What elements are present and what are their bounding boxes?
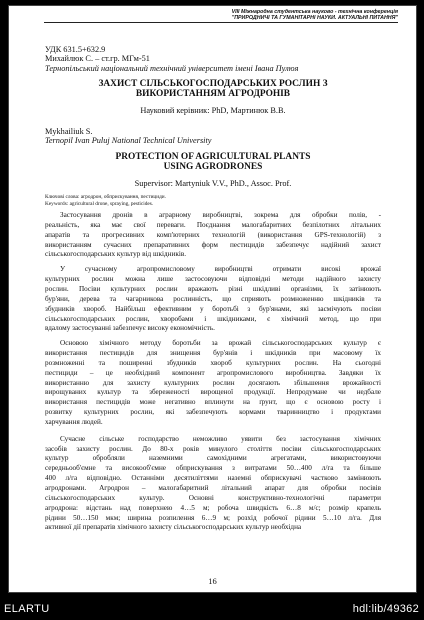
- footer-repository-label: ELARTU: [4, 603, 50, 615]
- paragraph-3-line: Основою хімічного методу боротьби за врожай сільськогосподарських культур є: [60, 339, 381, 348]
- footer-handle: hdl:lib/49362: [352, 603, 419, 615]
- supervisor-ua: Науковий керівник: PhD, Мартинюк В.В.: [140, 105, 286, 115]
- paragraph-3-line: розвитку культурних рослин, які забезпечують кормами тваринництво і продуктами: [45, 408, 381, 417]
- paragraph-3-line: використання пестицидів може негативно вплинути на ґрунт, що є основою росту і: [45, 398, 381, 407]
- paragraph-4-line: Сучасне сільське господарство неможливо уявити без застосування хімічних: [60, 434, 381, 443]
- paragraph-1-line: реальність, яка має свої переваги. Поєднання малогабаритних безпілотних літальних: [45, 220, 381, 229]
- title-en-line1: PROTECTION OF AGRICULTURAL PLANTS: [115, 151, 311, 162]
- paragraph-3-line: вирощуваних культур та збереженості вирощеної продукції. Непродумане чи недбале: [45, 388, 381, 397]
- title-ua-line1: ЗАХИСТ СІЛЬСЬКОГОСПОДАРСЬКИХ РОСЛИН З: [98, 78, 328, 89]
- paragraph-3-line: використання пестицидів для знищення бур'янів і шкідників при масовому їх: [45, 349, 381, 358]
- paragraph-2-line: збудників хвороб. Найбільш ефективним у боротьбі з бур'янами, які засмічують посіви: [45, 304, 381, 313]
- paragraph-4-line: активної дії препаратів хімічного захисту сільськогосподарських культур необхідна: [45, 523, 302, 532]
- paragraph-1-line: сільськогосподарських культур від шкідників.: [45, 250, 187, 259]
- paragraph-1-line: використанням сучасних препаративних форм пестицидів забезпечує надійний захист: [45, 240, 381, 249]
- paragraph-4-line: агродронами. Агродрон – малогабаритний літальний апарат для обробки посівів: [45, 484, 381, 493]
- paragraph-3-line: харчування людей.: [45, 417, 103, 426]
- paragraph-1-line: Застосування дронів в аграрному виробництві, зокрема для обробки полів, -: [60, 211, 381, 220]
- paragraph-2-line: культурних рослин можна лише застосовуючи відповідні методи надійного захисту: [45, 275, 381, 284]
- paper-body: [45, 211, 381, 533]
- title-ua-line2: ВИКОРИСТАННЯМ АГРОДРОНІВ: [135, 89, 291, 100]
- title-en-line2: USING AGRODRONES: [163, 162, 263, 173]
- paragraph-4-line: засобів захисту рослин. До 80-х років минулого століття посіви сільськогосподарських: [45, 444, 381, 453]
- paragraph-3-line: розмноженні та поширенні збудників хвороб культурних рослин. На сьогодні: [45, 358, 381, 367]
- paper-content: [45, 45, 381, 533]
- paragraph-2-line: рослин. Посіви культурних рослин вражають різні шкідливі організми, їх затінюють: [45, 284, 381, 293]
- paragraph-4-line: 400 л/га відповідно. Останніми десятиліттями наземні обприскувачі частково замінюють: [45, 474, 381, 483]
- keywords-ua: Ключові слова: агродрон, обприскування, пестициди.: [45, 194, 166, 201]
- affiliation-ua: Тернопільський національний технічний університет імені Івана Пулюя: [45, 63, 299, 73]
- paragraph-4-line: культур обробляли наземними самохідними агрегатами, використовуючи: [45, 454, 381, 463]
- paragraph-4-line: рідини 50…150 мкм; ширина розпилення 6…9 м; розхід робочої рідини 5…10 л/га. Для: [45, 513, 381, 522]
- paragraph-1-line: апаратів та прогресивних комп'ютерних технологій (використання GPS-технологій) з: [45, 230, 381, 239]
- conference-header: [9, 9, 398, 21]
- paragraph-4-line: сільськогосподарських культур. Основні конструктивно-технологічні параметри: [45, 493, 381, 502]
- udc-code: УДК 631.5+632.9: [45, 45, 106, 54]
- conference-header-line1: VIII Міжнародна студентська науково - технічна конференція: [231, 9, 398, 15]
- author-ua: Михайлюк С. – ст.гр. МГм-51: [45, 54, 150, 64]
- paragraph-3-line: використанню для захисту культурних рослин досягають збільшення врожайності: [45, 378, 381, 387]
- paragraph-2-line: бур'яни, дерева та чагарникова рослинність, що сприяють розмноженню шкідників та: [45, 294, 381, 303]
- affiliation-en: Ternopil Ivan Puluj National Technical University: [45, 136, 212, 146]
- page-number: 16: [208, 576, 217, 586]
- paragraph-2-line: сільськогосподарських рослин, хворобами і шкідниками, є хімічний метод, що при: [45, 314, 381, 323]
- paragraph-4-line: середньооб'ємне та високооб'ємне обприскування з витратами 50…400 л/га та більше: [45, 464, 381, 473]
- keywords-en: Keywords: agricultural drone, spraying, pesticides.: [45, 200, 154, 207]
- header-rule: [44, 22, 398, 23]
- paragraph-2-line: У сучасному агропромисловому виробництві отримати високі врожаї: [60, 265, 381, 274]
- supervisor-en: Supervisor: Martyniuk V.V., PhD., Assoc. Prof.: [134, 178, 292, 188]
- paragraph-3-line: пестициди – це необхідний компонент агропромислового виробництва. Завдяки їх: [45, 368, 381, 377]
- author-en: Mykhailiuk S.: [45, 127, 93, 137]
- conference-header-line2: "ПРИРОДНИЧІ ТА ГУМАНІТАРНІ НАУКИ. АКТУАЛЬНІ ПИТАННЯ": [231, 15, 398, 21]
- paragraph-2-line: вдалому застосуванні забезпечує високу економічність.: [45, 324, 215, 333]
- paragraph-4-line: агродрона: відстань над поверхнею 4…5 м; робоча швидкість 6…8 м/с; розмір крапель: [45, 503, 381, 512]
- paper-page: [8, 5, 417, 593]
